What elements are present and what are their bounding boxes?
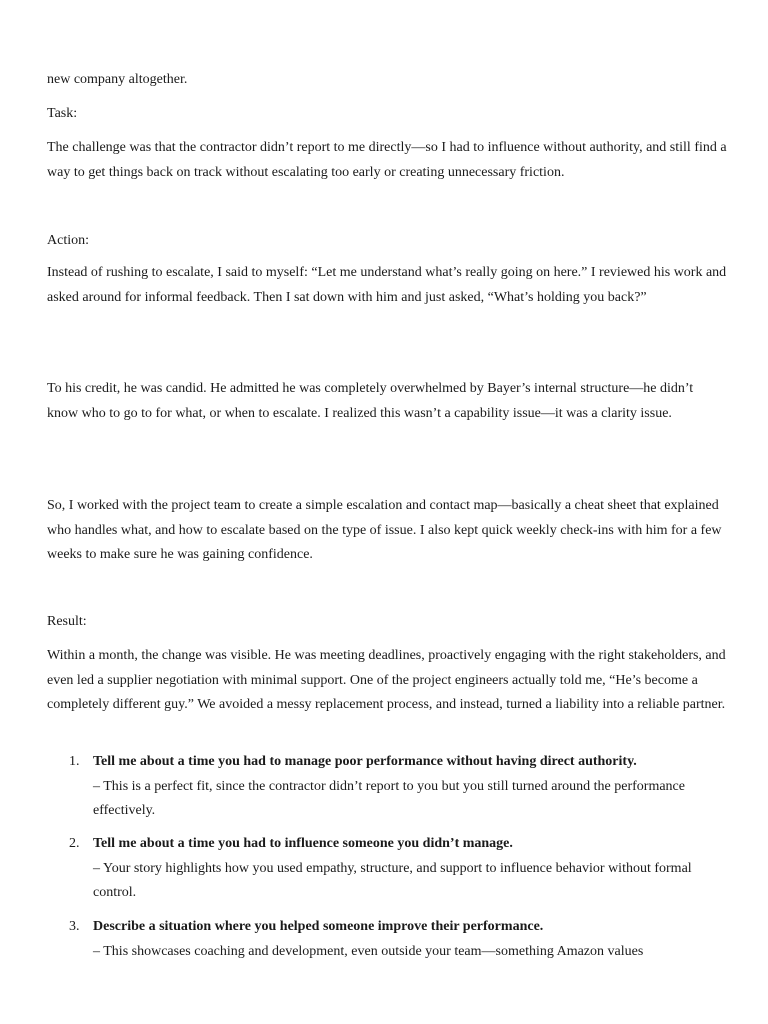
- intro-fragment: new company altogether.: [47, 72, 188, 87]
- list-number: 2.: [69, 836, 80, 851]
- question-description: – This showcases coaching and development, even outside your team—something Amazon values: [93, 943, 644, 959]
- action-paragraph: To his credit, he was candid. He admitted he was completely overwhelmed by Bayer’s internal structure—he didn’t know who to go to for what, or when to escalate. I realized this wasn’t a capability issue—it was a clarity issue.: [47, 381, 694, 421]
- action-paragraph: Instead of rushing to escalate, I said to myself: “Let me understand what’s really going on here.” I reviewed his work and asked around for informal feedback. Then I sat down with him and just asked, “What’s holding you back?”: [47, 265, 727, 305]
- question-title: Tell me about a time you had to manage poor performance without having direct authority.: [93, 754, 637, 769]
- action-paragraph: So, I worked with the project team to create a simple escalation and contact map—basically a cheat sheet that explained who handles what, and how to escalate based on the type of issue. I also kept quick weekly check-ins with him for a few weeks to make sure he was gaining confidence.: [47, 498, 722, 562]
- list-number: 3.: [69, 919, 80, 934]
- task-label: Task:: [47, 106, 78, 121]
- question-title: Describe a situation where you helped someone improve their performance.: [93, 919, 544, 934]
- question-description: – This is a perfect fit, since the contractor didn’t report to you but you still turned around the performance effectively.: [93, 778, 685, 818]
- question-description: – Your story highlights how you used empathy, structure, and support to influence behavior without formal control.: [93, 860, 692, 900]
- question-title: Tell me about a time you had to influence someone you didn’t manage.: [93, 836, 513, 851]
- task-text: The challenge was that the contractor didn’t report to me directly—so I had to influence without authority, and still find a way to get things back on track without escalating too early or creating unnecessary friction.: [47, 140, 727, 180]
- result-label: Result:: [47, 614, 87, 629]
- list-number: 1.: [69, 754, 80, 769]
- action-label: Action:: [47, 233, 89, 248]
- result-text: Within a month, the change was visible. He was meeting deadlines, proactively engaging with the right stakeholders, and even led a supplier negotiation with minimal support. One of the project engineers actually told me, “He’s become a completely different guy.” We avoided a messy replacement process, and instead, turned a liability into a reliable partner.: [47, 648, 726, 712]
